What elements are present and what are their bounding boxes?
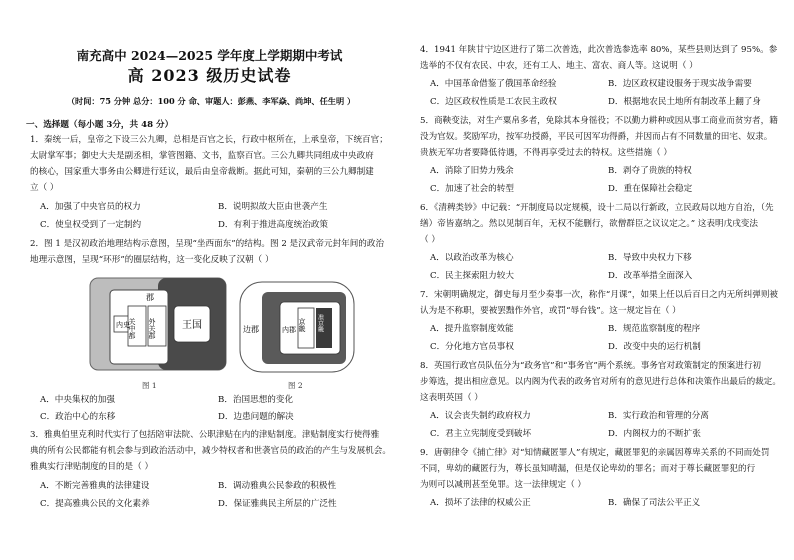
q6-line-2: 缮）帝皆嘉纳之。然以见制百年，无权不能删行，欲僧群臣之议议定之。” 这表明戊戌变法: [420, 219, 758, 229]
q7-option-d[interactable]: D．改变中央的运行机制: [608, 342, 701, 352]
q8-option-d[interactable]: D．内阁权力的不断扩张: [608, 429, 701, 439]
q2-option-c[interactable]: C．政治中心的东移: [40, 412, 116, 422]
q8-line-2: 步筹选，提出相应意见。以内阁为代表的政务官对所有的意见进行总体和决策作出最后的裁定。: [420, 377, 781, 387]
q2-line-1: 2．图 1 是汉初政治地理结构示意图，呈现“坐西面东”的结构。图 2 是汉武帝元封年间的政治: [30, 239, 385, 249]
q7-option-c[interactable]: C．分化地方官员事权: [430, 342, 514, 352]
q5-line-2: 没为官奴。奖励军功，按军功授爵，平民可因军功得爵，并因而占有不同数量的田宅、奴隶。: [420, 132, 773, 142]
q1-line-2: 太尉掌军事；御史大夫是副丞相，掌管图籍、文书，监察百官。三公九卿共同组成中央政府: [30, 151, 374, 161]
figure-2-caption: 图 2: [288, 381, 303, 390]
q5-line-3: 贵族无军功者要降低待遇，不得再享受过去的特权。这些措施（ ）: [420, 148, 672, 158]
q8-line-1: 8．英国行政官员队伍分为“政务官”和“事务官”两个系统。事务官对政策制定的预案进行初: [420, 361, 762, 371]
q3-line-2: 典的所有公民都能有机会参与到政治活动中，减少特权者和世袭官员的政治的产生与发展机会。: [30, 446, 391, 456]
section-heading: 一、选择题（每小题 3分，共 48 分）: [26, 120, 174, 130]
q3-option-b[interactable]: B．调动雅典公民参政的积极性: [218, 481, 337, 491]
figure-1-han-early-map: [88, 276, 228, 376]
q3-option-a[interactable]: A．不断完善雅典的法律建设: [40, 481, 150, 491]
q1-line-1: 1．秦统一后，皇帝之下设三公九卿，总相是百官之长，行政中枢所在，上承皇帝，下统百官；: [30, 135, 388, 145]
q9-option-a[interactable]: A．损坏了法律的权威公正: [430, 498, 531, 508]
q5-option-a[interactable]: A．消除了旧势力残余: [430, 166, 514, 176]
q8-line-3: 这表明英国（ ）: [420, 393, 483, 403]
q5-line-1: 5．商鞅变法，对生产粟帛多者，免除其本身徭役；不以勤力耕种或因从事工商业而贫穷者，籍: [420, 116, 778, 126]
q4-line-1: 4．1941 年陕甘宁边区进行了第二次普选，此次普选参选率 80%，某些县则达到了 95%。参: [420, 45, 778, 55]
q6-line-3: （ ）: [420, 235, 440, 245]
q3-line-1: 3．雅典伯里克利时代实行了包括陪审法院、公职津贴在内的津贴制度。津贴制度实行使得雅: [30, 430, 380, 440]
fig2-label-bianjun: 边郡: [243, 325, 259, 334]
q4-line-2: 选举的不仅有农民、中农，还有工人、地主、富农、商人等。这说明（ ）: [420, 61, 698, 71]
q6-line-1: 6．《清稗类钞》中记载：“开制度局以定规模，设十二局以行新政，立民政局以地方自治，（先: [420, 203, 774, 213]
q7-option-a[interactable]: A．提升监察制度效能: [430, 324, 514, 334]
q9-line-2: 不同，卑幼的藏匿行为，尊长虽知晴漏，但是仅论卑幼的罪名；而对于尊长藏匿罪犯的行: [420, 464, 756, 474]
q6-option-a[interactable]: A．以政治改革为核心: [430, 253, 514, 263]
q6-option-b[interactable]: B．导致中央权力下移: [608, 253, 692, 263]
q7-line-1: 7．宋朝明确规定，御史每月至少奏事一次，称作“月课”，如果上任以后百日之内无所纠弹则被: [420, 290, 779, 300]
fig2-label-neijun: 内郡: [282, 326, 296, 334]
exam-title: 高 2023 级历史试卷: [127, 66, 292, 85]
q4-option-c[interactable]: C．边区政权性质是工农民主政权: [430, 97, 557, 107]
exam-meta: （时间：75 分钟 总分：100 分 命、审题人：彭燕、李军焱、尚坤、任生明 ）: [66, 96, 356, 106]
figure-1-caption: 图 1: [142, 381, 157, 390]
fig1-label-wangguo: 王国: [182, 320, 202, 331]
q1-option-d[interactable]: D．有利于推进高度统治政策: [218, 220, 329, 230]
q6-option-c[interactable]: C．民主探索阻力较大: [430, 271, 514, 281]
q1-option-a[interactable]: A．加强了中央官员的权力: [40, 202, 141, 212]
q5-option-c[interactable]: C．加速了社会的转型: [430, 184, 514, 194]
q4-option-b[interactable]: B．边区政权建设服务于现实战争需要: [608, 79, 752, 89]
q8-option-b[interactable]: B．实行政治和管理的分离: [608, 411, 709, 421]
q1-option-b[interactable]: B．说明拟故大臣由世袭产生: [218, 202, 328, 212]
q1-line-3: 的核心，国家重大事务由公卿进行廷议，最后由皇帝裁断。据此可知，秦朝的三公九卿制建: [30, 167, 374, 177]
q6-option-d[interactable]: D．改革举措全面深入: [608, 271, 693, 281]
fig2-label-zhunjingji: 准京畿: [316, 314, 324, 332]
q4-option-d[interactable]: D．根据地农民土地所有制改革上翻了身: [608, 97, 761, 107]
q3-option-d[interactable]: D．保证雅典民主所层的广泛性: [218, 499, 337, 509]
q1-option-c[interactable]: C．使皇权受到了一定制约: [40, 220, 142, 230]
school-exam-line: 南充高中 2024—2025 学年度上学期期中考试: [76, 48, 343, 63]
q8-option-a[interactable]: A．议会丧失制约政府权力: [430, 411, 531, 421]
q7-option-b[interactable]: B．规范监察制度的程序: [608, 324, 701, 334]
q9-line-1: 9．唐朝律令《捕亡律》对“知情藏匿罪人”有规定，藏匿罪犯的亲属因尊卑关系的不同而处罚: [420, 448, 770, 458]
figure-2-han-wudi-map: [238, 280, 358, 376]
q2-line-2: 地理示意图，呈现“环形”的圈层结构，这一变化反映了汉朝（ ）: [30, 255, 274, 265]
q3-option-c[interactable]: C．提高雅典公民的文化素养: [40, 499, 150, 509]
right-column: [412, 0, 787, 560]
fig1-label-neishi: 内史: [116, 321, 130, 329]
fig1-label-waiguan: 外关郡: [148, 318, 156, 339]
q9-option-b[interactable]: B．确保了司法公平正义: [608, 498, 701, 508]
q1-line-4: 立（ ）: [30, 183, 59, 193]
q5-option-d[interactable]: D．重在保障社会稳定: [608, 184, 693, 194]
left-column: [22, 0, 397, 560]
fig2-label-jingji: 京畿: [298, 318, 306, 332]
q8-option-c[interactable]: C．君主立宪制度受到破坏: [430, 429, 532, 439]
q9-line-3: 为则可以减刑甚至免罪。这一法律规定（ ）: [420, 480, 587, 490]
q5-option-b[interactable]: B．剥夺了贵族的特权: [608, 166, 692, 176]
q2-option-b[interactable]: B．治国思想的变化: [218, 395, 294, 405]
fig1-label-jun: 郡: [146, 293, 154, 302]
q4-option-a[interactable]: A．中国革命借鉴了俄国革命经验: [430, 79, 557, 89]
fig1-label-guanzhong: 关中都: [128, 318, 136, 339]
q7-line-2: 认为是不称职，要被罢黜作外官，或罚“辱台钱”。这一规定旨在（ ）: [420, 306, 681, 316]
q2-option-a[interactable]: A．中央集权的加强: [40, 395, 115, 405]
q3-line-3: 雅典实行津贴制度的目的是（ ）: [30, 462, 154, 472]
q2-option-d[interactable]: D．边患问题的解决: [218, 412, 294, 422]
